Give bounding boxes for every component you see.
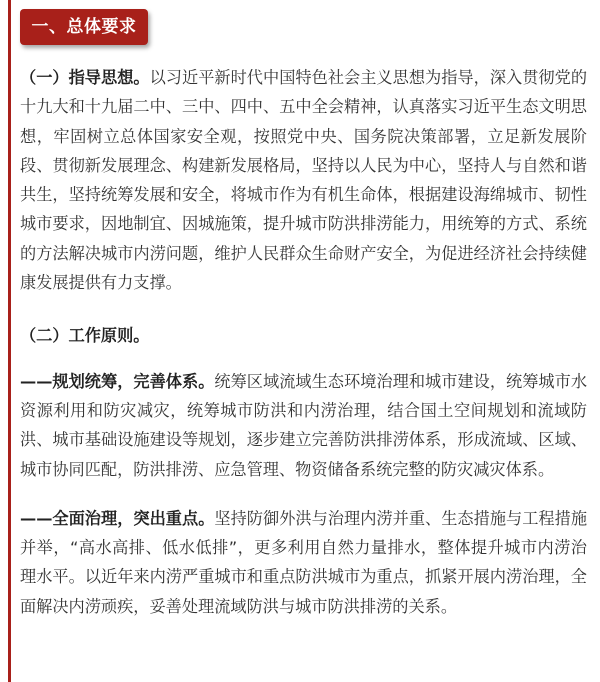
left-accent-rule bbox=[8, 0, 11, 682]
guiding-ideology-lead: （一）指导思想。 bbox=[20, 68, 150, 87]
section-title-badge: 一、总体要求 bbox=[20, 9, 148, 45]
article-body bbox=[20, 63, 587, 621]
principle-text: 统筹区域流域生态环境治理和城市建设，统筹城市水资源利用和防灾减灾，统筹城市防洪和内涝治理，结合国土空间规划和流域防洪、城市基础设施建设等规划，逐步建立完善防洪排涝体系，形成流域、区域、城市协同匹配，防洪排涝、应急管理、物资储备系统完整的防灾减灾体系。 bbox=[20, 371, 588, 479]
principle-lead: ——全面治理，突出重点。 bbox=[20, 508, 215, 528]
principle-lead: ——规划统筹，完善体系。 bbox=[20, 371, 215, 391]
principle-item bbox=[20, 504, 587, 621]
principle-item bbox=[20, 367, 587, 484]
guiding-ideology-paragraph bbox=[20, 63, 587, 297]
guiding-ideology-text: 以习近平新时代中国特色社会主义思想为指导，深入贯彻党的十九大和十九届二中、三中、四中、五中全会精神，认真落实习近平生态文明思想，牢固树立总体国家安全观，按照党中央、国务院决策部署，立足新发展阶段、贯彻新发展理念、构建新发展格局，坚持以人民为中心，坚持人与自然和谐共生，坚持统筹发展和安全，将城市作为有机生命体，根据建设海绵城市、韧性城市要求，因地制宜、因城施策，提升城市防洪排涝能力，用统筹的方式、系统的方法解决城市内涝问题，维护人民群众生命财产安全，为促进经济社会持续健康发展提供有力支撑。 bbox=[20, 68, 588, 293]
principle-text: 坚持防御外洪与治理内涝并重、生态措施与工程措施并举，“高水高排、低水低排”，更多利用自然力量排水，整体提升城市内涝治理水平。以近年来内涝严重城市和重点防洪城市为重点，抓紧开展内涝治理，全面解决内涝顽疾，妥善处理流域防洪与城市防洪排涝的关系。 bbox=[20, 508, 588, 616]
work-principles-heading: （二）工作原则。 bbox=[20, 326, 150, 346]
